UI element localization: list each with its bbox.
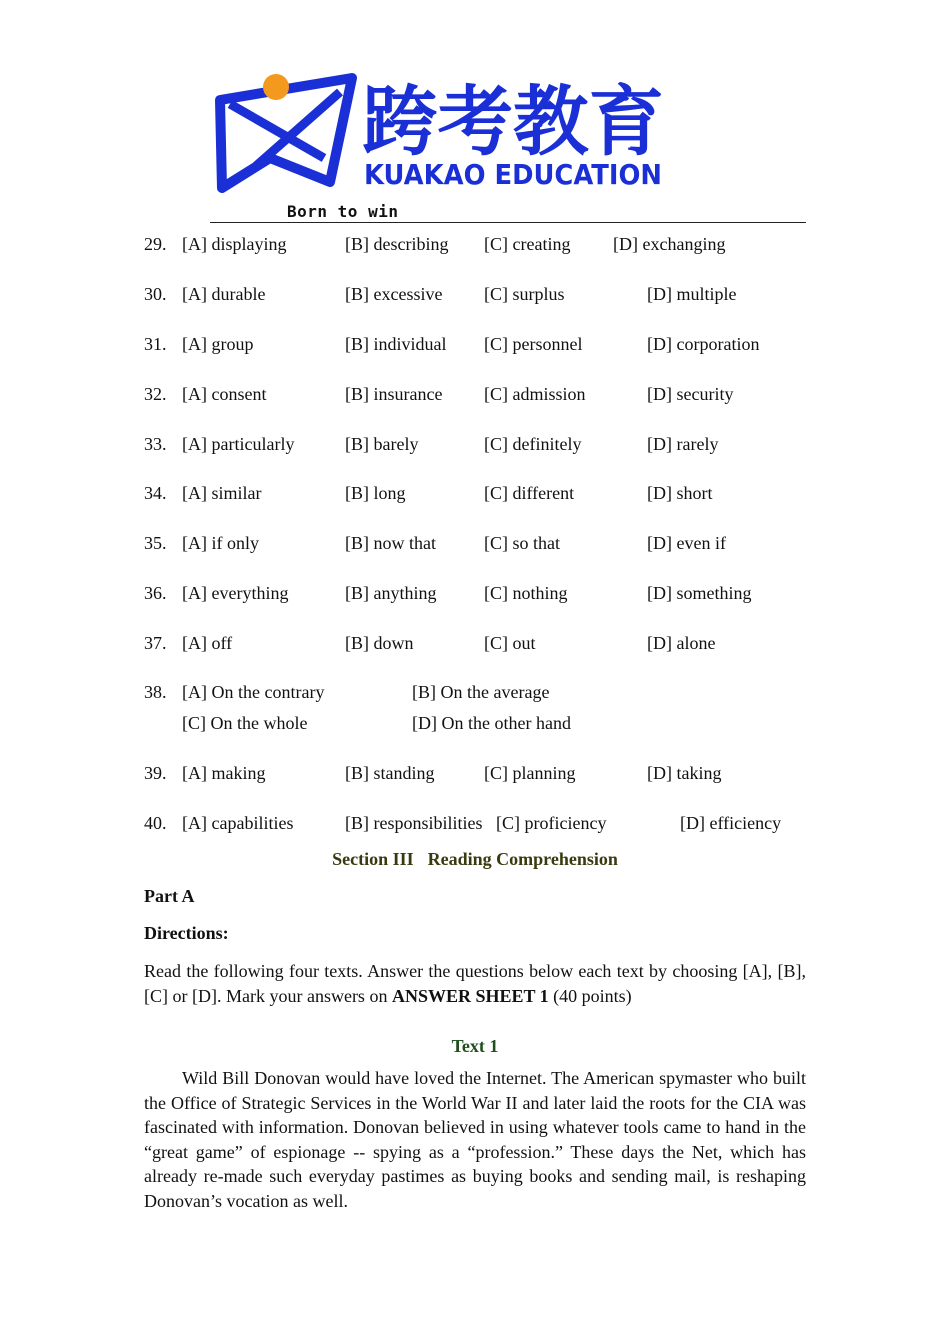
directions-text-end: (40 points) [548,985,632,1006]
question-34-number: 34. [144,483,167,503]
question-34-option-d: [D] short [647,483,713,503]
question-38-option-a: [A] On the contrary [182,682,325,702]
question-37-option-b: [B] down [345,633,414,653]
answer-sheet-label: ANSWER SHEET 1 [391,985,549,1006]
question-31-option-b: [B] individual [345,334,447,354]
question-33-option-c: [C] definitely [484,434,582,454]
question-37-option-a: [A] off [182,633,233,653]
question-30-option-c: [C] surplus [484,284,565,304]
text1-paragraph: Wild Bill Donovan would have loved the Internet. The American spymaster who built the Office of Strategic Services in the World War II and later laid the roots for the CIA was fascinated with information. Donovan believed in using whatever tools came to hand in the “great game” of espionage -- spying as a “profession.” These days the Net, which has already re-made such everyday pastimes as buying books and sending mail, is reshaping Donovan’s vocation as well. [144,1068,806,1211]
question-29-number: 29. [144,234,167,254]
question-38-option-b: [B] On the average [412,682,550,702]
question-35-option-d: [D] even if [647,533,726,553]
question-36-option-b: [B] anything [345,583,437,603]
question-30-option-b: [B] excessive [345,284,443,304]
question-36-number: 36. [144,583,167,603]
question-39-number: 39. [144,763,167,783]
question-40-option-c: [C] proficiency [496,813,607,833]
question-37-option-d: [D] alone [647,633,716,653]
question-31-option-c: [C] personnel [484,334,583,354]
question-39-option-b: [B] standing [345,763,435,783]
directions-text-start: Read the following four texts. Answer the questions below each text by choosing [A], [B], [C] or [D]. Mark your answers on [144,961,806,1006]
question-34-option-a: [A] similar [182,483,262,503]
question-35-option-a: [A] if only [182,533,259,553]
question-38-option-d: [D] On the other hand [412,713,571,733]
question-29-option-c: [C] creating [484,234,571,254]
question-40-option-b: [B] responsibilities [345,813,483,833]
question-31-option-a: [A] group [182,334,254,354]
directions-text [144,959,806,1008]
question-36-option-c: [C] nothing [484,583,568,603]
part-title: Part A [144,886,195,906]
kuakao-logo [212,70,672,195]
logo-chinese-name: 跨考教育 [362,77,664,166]
question-37-option-c: [C] out [484,633,536,653]
question-36-option-d: [D] something [647,583,752,603]
question-40-number: 40. [144,813,167,833]
question-35-number: 35. [144,533,167,553]
question-32-number: 32. [144,384,167,404]
question-29-option-a: [A] displaying [182,234,287,254]
header-divider [210,222,806,223]
section-number: Section III [332,849,414,869]
section-title [0,849,950,870]
question-39-option-c: [C] planning [484,763,576,783]
question-39-option-a: [A] making [182,763,266,783]
question-33-option-d: [D] rarely [647,434,719,454]
question-31-option-d: [D] corporation [647,334,760,354]
question-32-option-d: [D] security [647,384,734,404]
question-40-option-a: [A] capabilities [182,813,294,833]
question-38-number: 38. [144,682,167,702]
directions-label: Directions: [144,923,229,943]
question-35-option-c: [C] so that [484,533,560,553]
question-33-option-a: [A] particularly [182,434,295,454]
question-38-option-c: [C] On the whole [182,713,308,733]
question-39-option-d: [D] taking [647,763,722,783]
question-33-number: 33. [144,434,167,454]
logo-english-name: KUAKAO EDUCATION [364,158,662,191]
question-29-option-b: [B] describing [345,234,449,254]
question-30-option-a: [A] durable [182,284,266,304]
question-40-option-d: [D] efficiency [680,813,782,833]
question-31-number: 31. [144,334,167,354]
question-30-option-d: [D] multiple [647,284,737,304]
slogan: Born to win [287,202,399,221]
question-37-number: 37. [144,633,167,653]
question-32-option-c: [C] admission [484,384,586,404]
question-32-option-b: [B] insurance [345,384,443,404]
section-name: Reading Comprehension [427,849,618,869]
logo-orange-dot [263,74,289,100]
text1-title: Text 1 [451,1036,499,1056]
question-34-option-c: [C] different [484,483,575,503]
question-29-option-d: [D] exchanging [613,234,726,254]
question-33-option-b: [B] barely [345,434,419,454]
question-36-option-a: [A] everything [182,583,289,603]
question-35-option-b: [B] now that [345,533,436,553]
question-30-number: 30. [144,284,167,304]
question-34-option-b: [B] long [345,483,406,503]
question-32-option-a: [A] consent [182,384,267,404]
